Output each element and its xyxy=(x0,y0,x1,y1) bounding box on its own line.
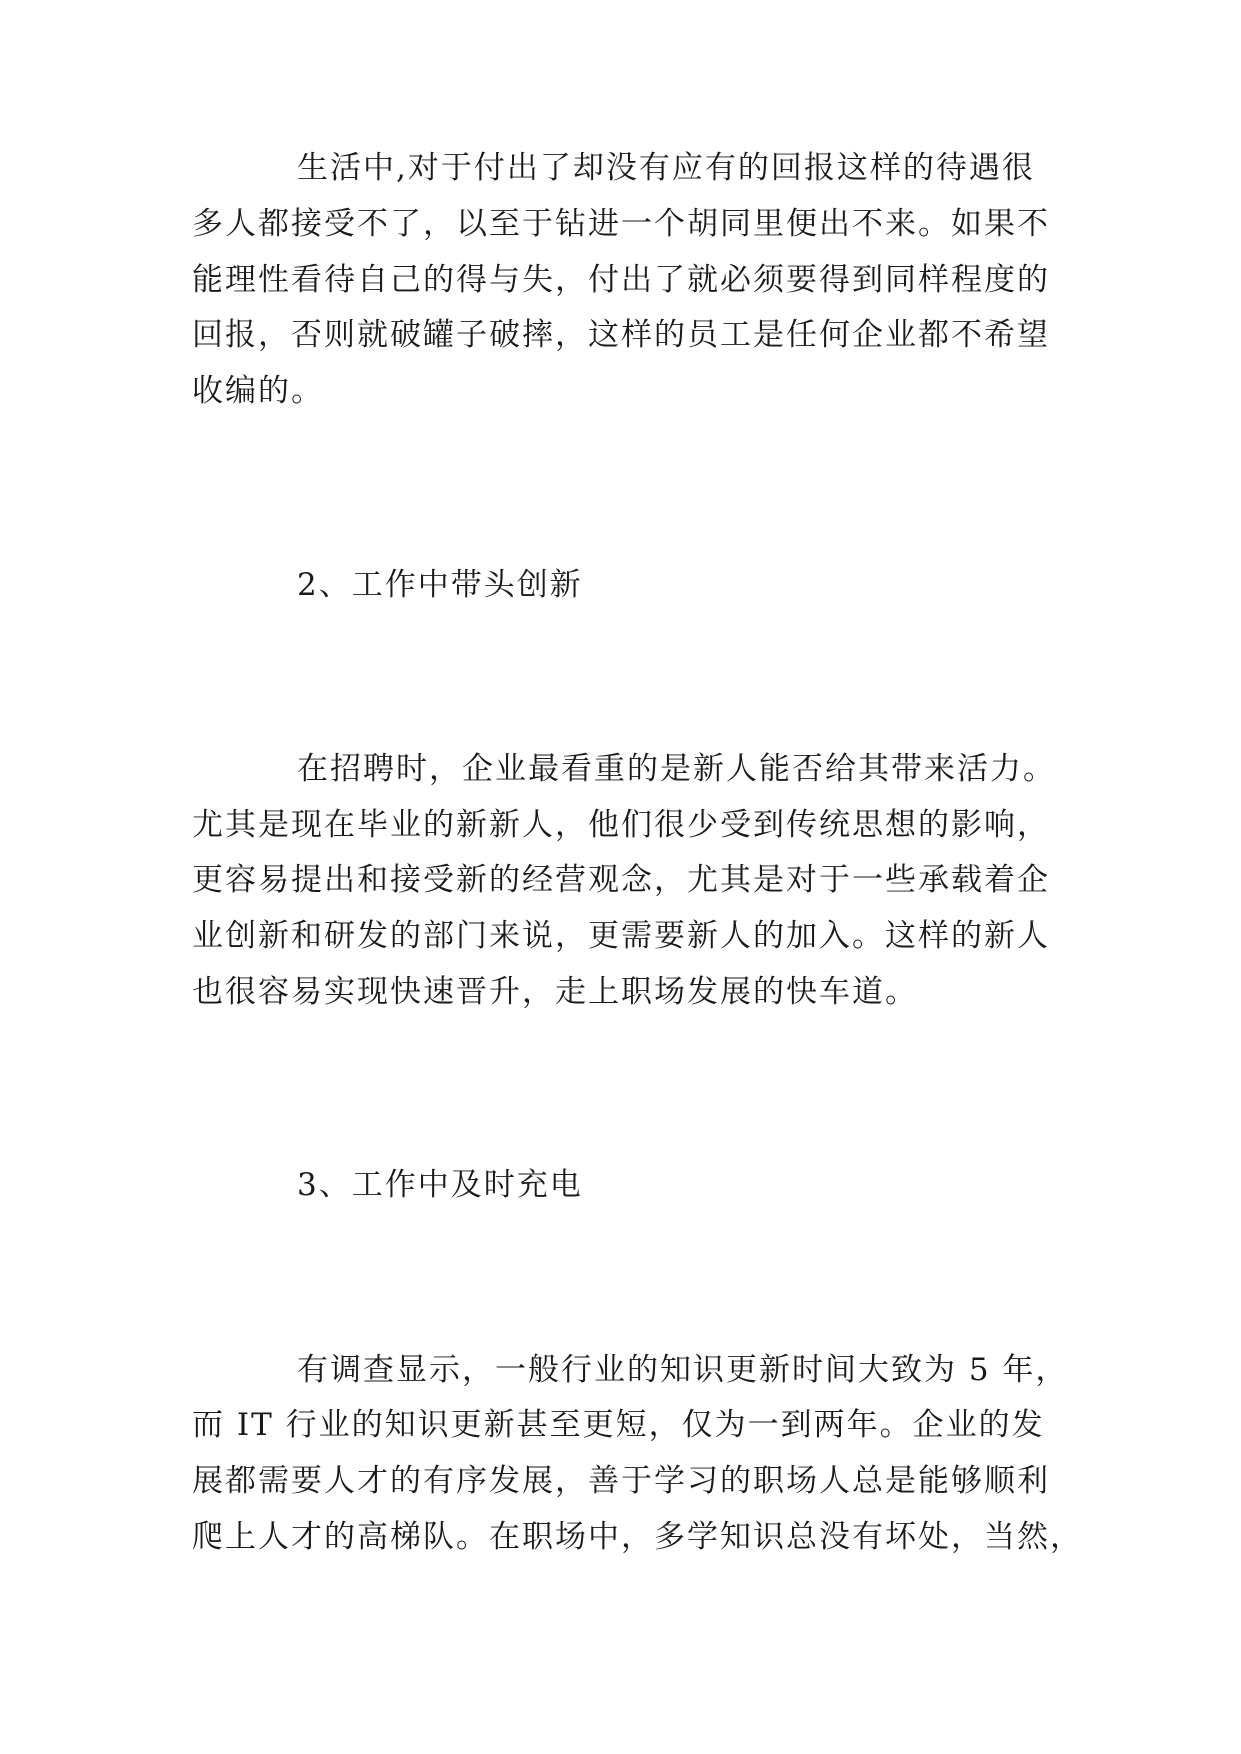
paragraph-2-line-1: 在招聘时，企业最看重的是新人能否给其带来活力。 xyxy=(297,751,1056,787)
paragraph-1-line-4: 回报，否则就破罐子破摔，这样的员工是任何企业都不希望 xyxy=(192,317,1050,353)
paragraph-3-line-4: 爬上人才的高梯队。在职场中，多学知识总没有坏处，当然， xyxy=(192,1519,1083,1555)
paragraph-1-line-1: 生活中,对于付出了却没有应有的回报这样的待遇很 xyxy=(297,150,1035,186)
section-heading-2: 2、工作中带头创新 xyxy=(297,567,583,603)
paragraph-2-line-4: 业创新和研发的部门来说，更需要新人的加入。这样的新人 xyxy=(192,918,1050,954)
paragraph-1-line-3: 能理性看待自己的得与失，付出了就必须要得到同样程度的 xyxy=(192,262,1050,298)
paragraph-3-line-2: 而 IT 行业的知识更新甚至更短，仅为一到两年。企业的发 xyxy=(192,1407,1045,1443)
paragraph-1-line-2: 多人都接受不了，以至于钻进一个胡同里便出不来。如果不 xyxy=(192,206,1050,242)
paragraph-2-line-2: 尤其是现在毕业的新新人，他们很少受到传统思想的影响， xyxy=(192,807,1050,843)
paragraph-3-line-3: 展都需要人才的有序发展，善于学习的职场人总是能够顺利 xyxy=(192,1463,1050,1499)
paragraph-1-line-5: 收编的。 xyxy=(192,373,324,409)
paragraph-2-line-5: 也很容易实现快速晋升，走上职场发展的快车道。 xyxy=(192,974,918,1010)
section-heading-3: 3、工作中及时充电 xyxy=(297,1167,583,1203)
paragraph-3-line-1: 有调查显示，一般行业的知识更新时间大致为 5 年， xyxy=(297,1352,1069,1388)
paragraph-2-line-3: 更容易提出和接受新的经营观念，尤其是对于一些承载着企 xyxy=(192,862,1050,898)
